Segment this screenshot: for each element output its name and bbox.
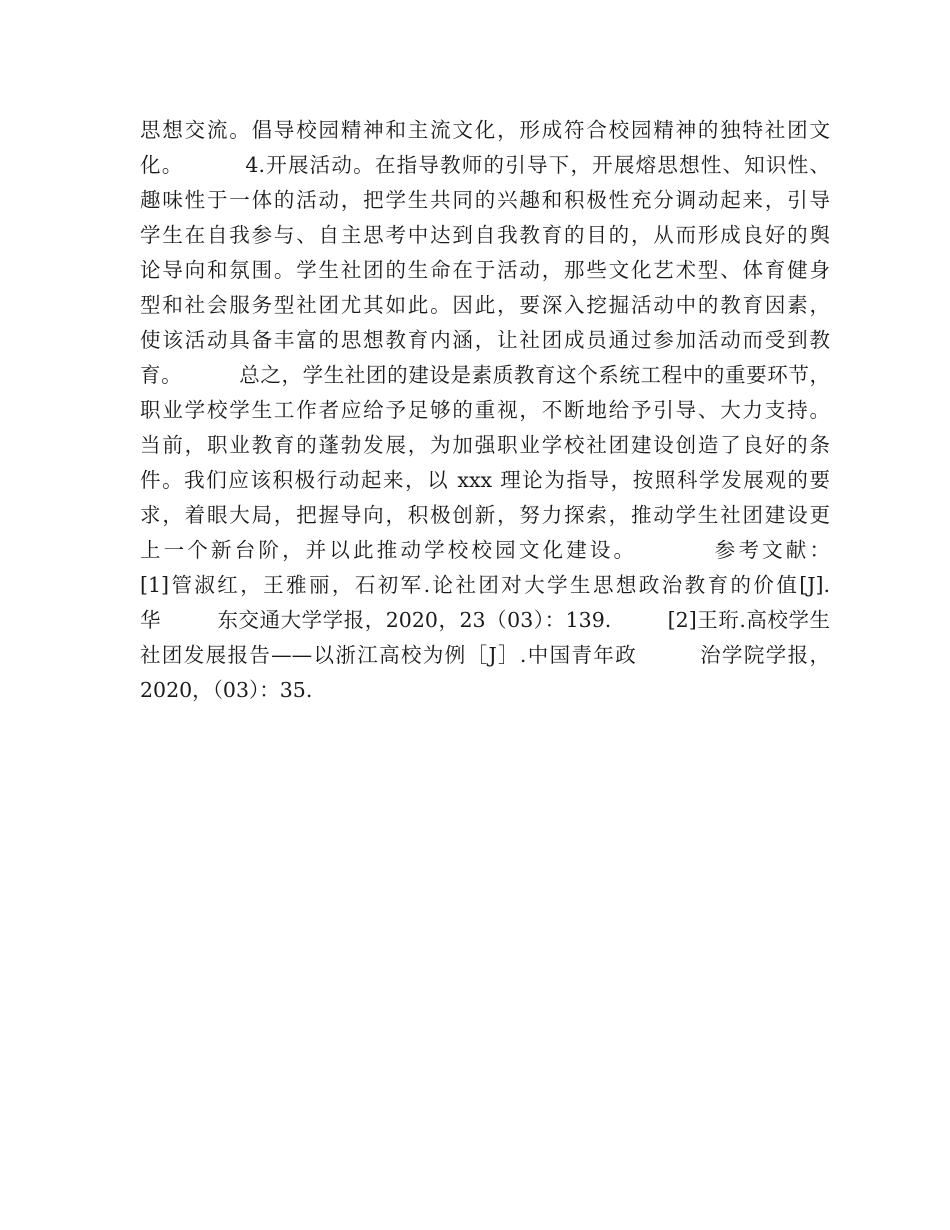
document-body (140, 113, 830, 708)
reference-line-1: [1]管淑红，王雅丽，石初军.论社团对大学生思想政治教育的价值[J]. (140, 573, 830, 597)
text-line-3: 趣味性于一体的活动，把学生共同的兴趣和积极性充分调动起来，引导 (140, 188, 830, 212)
text-line-1: 思想交流。倡导校园精神和主流文化，形成符合校园精神的独特社团文 (140, 118, 830, 142)
text-line-8: 育。 总之，学生社团的建设是素质教育这个系统工程中的重要环节， (140, 363, 830, 387)
text-line-12: 求，着眼大局，把握导向，积极创新，努力探索，推动学生社团建设更 (140, 503, 830, 527)
reference-line-2: 华 东交通大学学报，2020，23（03）：139. [2]王珩.高校学生 (140, 608, 830, 632)
reference-line-3: 社团发展报告——以浙江高校为例［J］.中国青年政 治学院学报， (140, 643, 830, 667)
text-line-4: 学生在自我参与、自主思考中达到自我教育的目的，从而形成良好的舆 (140, 223, 830, 247)
text-line-5: 论导向和氛围。学生社团的生命在于活动，那些文化艺术型、体育健身 (140, 258, 830, 282)
text-line-9: 职业学校学生工作者应给予足够的重视，不断地给予引导、大力支持。 (140, 398, 830, 422)
text-line-13: 上一个新台阶，并以此推动学校校园文化建设。 参考文献： (140, 538, 830, 562)
text-line-6: 型和社会服务型社团尤其如此。因此，要深入挖掘活动中的教育因素， (140, 293, 830, 317)
reference-line-4: 2020，（03）：35. (140, 678, 313, 702)
text-line-7: 使该活动具备丰富的思想教育内涵，让社团成员通过参加活动而受到教 (140, 328, 830, 352)
text-line-11: 件。我们应该积极行动起来，以 xxx 理论为指导，按照科学发展观的要 (140, 468, 830, 492)
text-line-2: 化。 4.开展活动。在指导教师的引导下，开展熔思想性、知识性、 (140, 153, 830, 177)
text-line-10: 当前，职业教育的蓬勃发展，为加强职业学校社团建设创造了良好的条 (140, 433, 830, 457)
